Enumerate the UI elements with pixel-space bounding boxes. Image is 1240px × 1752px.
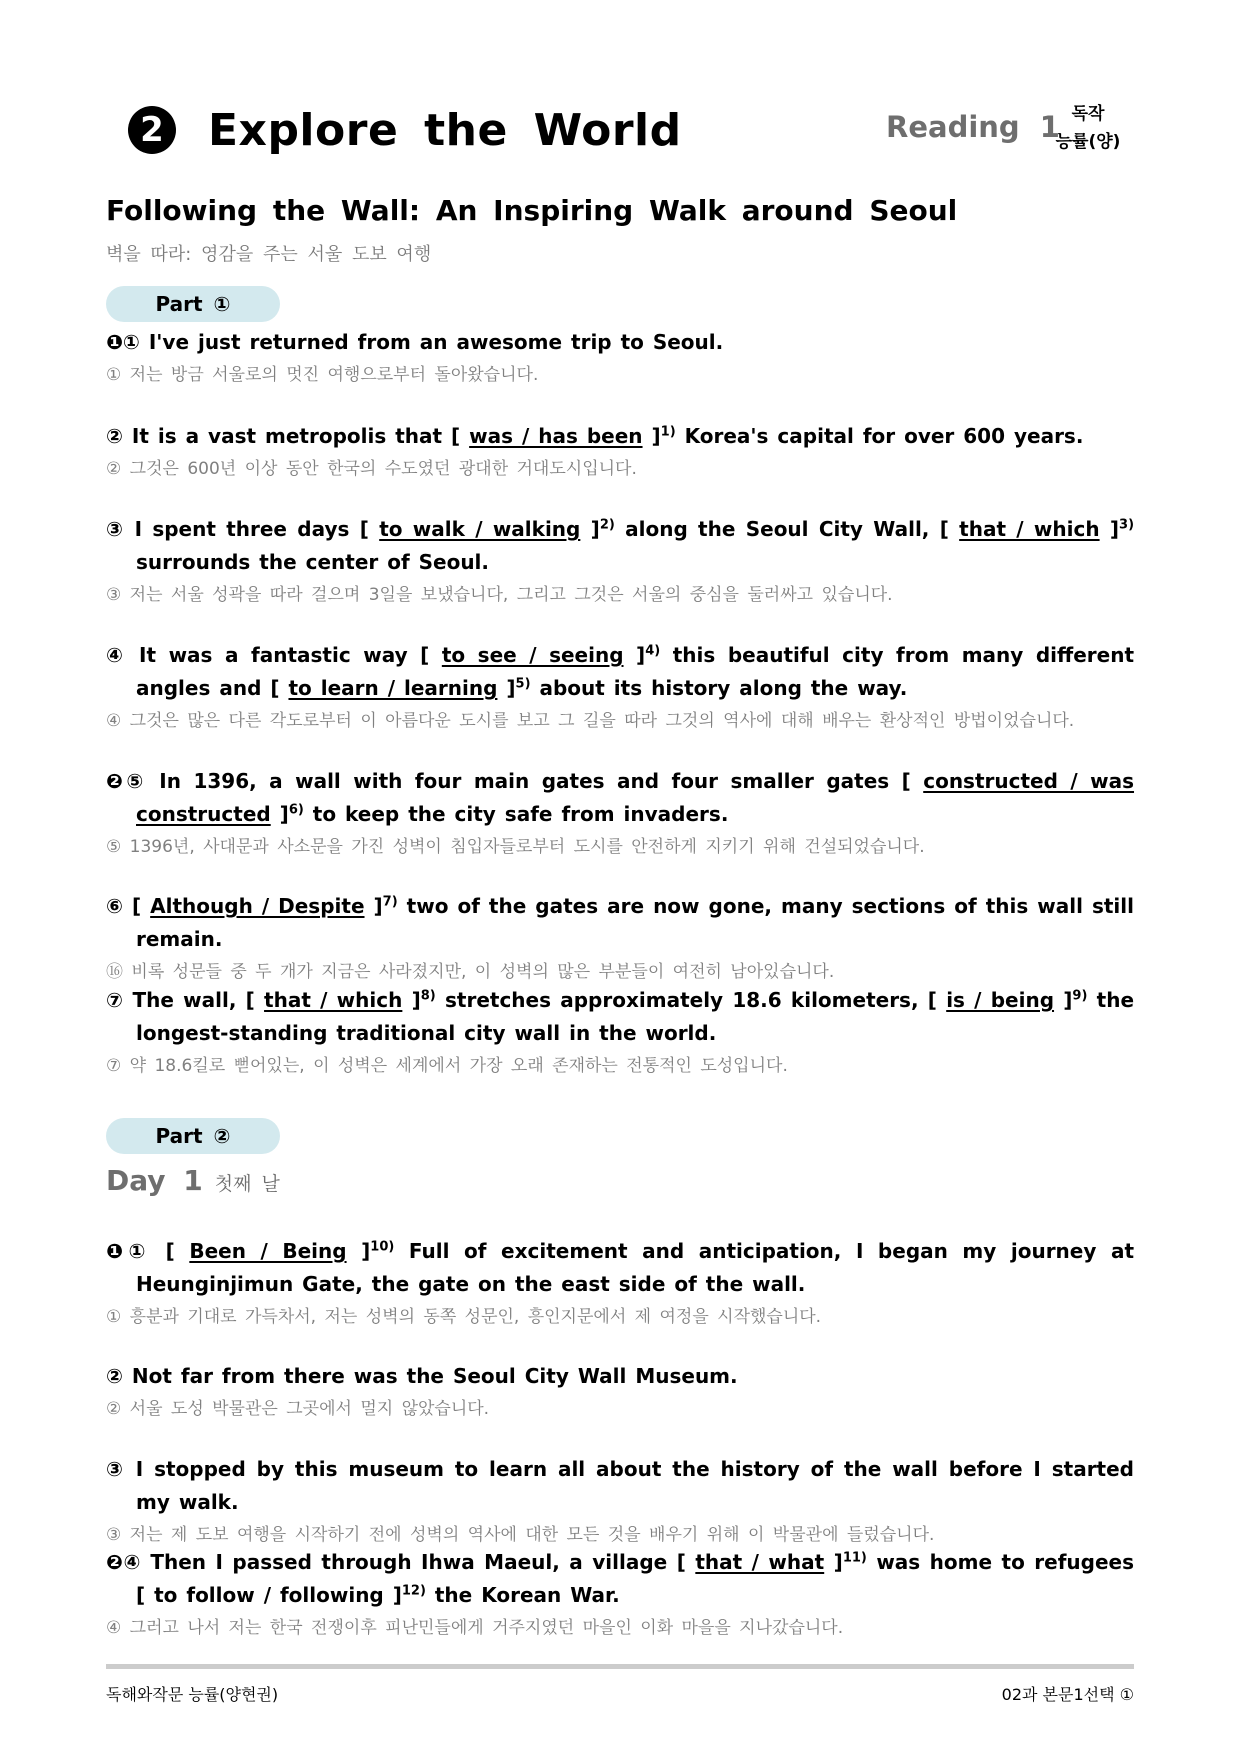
sentence-text: Korea's capital for over 600 years. — [675, 424, 1084, 448]
sentence-text: ] — [402, 988, 421, 1012]
sentence-block — [106, 1546, 1134, 1642]
sentence-marker: ❷④ — [106, 1550, 141, 1574]
sentence-text: ] — [364, 894, 383, 918]
korean-translation: ④ 그것은 많은 다른 각도로부터 이 아름다운 도시를 보고 그 길을 따라 그것의 역사에 대해 배우는 환상적인 방법이었습니다. — [106, 711, 1075, 731]
sentence-text: the longest-standing traditional city wall in the world. — [136, 988, 1135, 1045]
question-number: 11) — [842, 1550, 867, 1566]
sentence-text: two of the gates are now gone, many sections of this wall still remain. — [136, 894, 1134, 951]
sentence-block — [106, 513, 1134, 609]
question-number: 12) — [401, 1583, 426, 1599]
lesson-title: Explore the World — [208, 104, 682, 156]
story-subtitle: 벽을 따라: 영감을 주는 서울 도보 여행 — [106, 244, 432, 265]
english-sentence — [106, 1453, 1134, 1519]
day-label: Day 1 — [106, 1164, 203, 1197]
korean-translation: ⑤ 1396년, 사대문과 사소문을 가진 성벽이 침입자들로부터 도시를 안전하게 지키기 위해 건설되었습니다. — [106, 837, 925, 857]
english-sentence — [106, 1546, 1134, 1612]
sentence-text: Not far from there was the Seoul City Wall Museum. — [122, 1364, 738, 1388]
sentence-text: the Korean War. — [425, 1583, 620, 1607]
sentence-text: surrounds the center of Seoul. — [136, 550, 490, 574]
sentence-text: Full of excitement and anticipation, I began my journey at Heunginjimun Gate, the gate on the east side of the wall. — [136, 1239, 1135, 1296]
day-sublabel: 첫째 날 — [214, 1173, 280, 1195]
sentence-block — [106, 1235, 1134, 1331]
sentence-block — [106, 639, 1134, 735]
sentence-block — [106, 420, 1134, 483]
answer-choice: Although / Despite — [150, 894, 365, 918]
answer-choice: to learn / learning — [288, 676, 498, 700]
sentence-text: In 1396, a wall with four main gates and four smaller gates [ — [146, 769, 924, 793]
korean-translation: ⑦ 약 18.6킬로 뻗어있는, 이 성벽은 세계에서 가장 오래 존재하는 전통적인 도성입니다. — [106, 1056, 788, 1076]
footer-section-label: 02과 본문1선택 ① — [1001, 1685, 1134, 1704]
part-2-label: Part ② — [106, 1118, 280, 1154]
answer-choice: that / which — [264, 988, 403, 1012]
footer-book-title: 독해와작문 능률(양현권) — [106, 1685, 279, 1704]
sentence-marker: ⑦ — [106, 988, 124, 1012]
answer-choice: that / which — [959, 517, 1100, 541]
korean-translation: ① 저는 방금 서울로의 멋진 여행으로부터 돌아왔습니다. — [106, 365, 539, 385]
english-sentence — [106, 639, 1134, 705]
question-number: 7) — [382, 894, 398, 910]
sentence-marker: ② — [106, 424, 123, 448]
sentence-block — [106, 765, 1134, 861]
answer-choice: constructed / was constructed — [136, 769, 1135, 826]
sentence-text: It was a fantastic way [ — [126, 643, 442, 667]
level-label-line1: 독작 — [1071, 104, 1105, 124]
english-sentence — [106, 984, 1134, 1050]
sentence-text: ] — [497, 676, 516, 700]
english-sentence — [106, 420, 1134, 453]
question-number: 6) — [288, 802, 304, 818]
sentence-block — [106, 1453, 1134, 1549]
sentence-block — [106, 984, 1134, 1080]
question-number: 10) — [370, 1239, 395, 1255]
answer-choice: is / being — [946, 988, 1055, 1012]
sentence-marker: ③ — [106, 1457, 125, 1481]
sentence-text: [ — [151, 1239, 190, 1263]
sentence-text: I spent three days [ — [124, 517, 380, 541]
question-number: 5) — [515, 676, 531, 692]
sentence-text: [ — [122, 894, 151, 918]
question-number: 1) — [660, 424, 676, 440]
lesson-number-badge: 2 — [128, 106, 176, 154]
sentence-text: ] — [1099, 517, 1120, 541]
sentence-text: ] — [270, 802, 289, 826]
sentence-block — [106, 890, 1134, 986]
english-sentence — [106, 765, 1134, 831]
sentence-text: ] — [346, 1239, 371, 1263]
sentence-text: ] — [1054, 988, 1073, 1012]
sentence-marker: ❶① — [106, 330, 140, 354]
day-heading — [106, 1164, 280, 1197]
reading-label: Reading 1 — [886, 110, 1060, 144]
question-number: 4) — [645, 643, 661, 659]
english-sentence — [106, 890, 1134, 956]
korean-translation: ② 그것은 600년 이상 동안 한국의 수도였던 광대한 거대도시입니다. — [106, 459, 637, 479]
sentence-marker: ⑥ — [106, 894, 123, 918]
sentence-block — [106, 1360, 1134, 1423]
sentence-marker: ❶① — [106, 1239, 152, 1263]
korean-translation: ③ 저는 서울 성곽을 따라 걸으며 3일을 보냈습니다, 그리고 그것은 서울의 중심을 둘러싸고 있습니다. — [106, 585, 893, 605]
question-number: 2) — [599, 517, 615, 533]
korean-translation: ① 흥분과 기대로 가득차서, 저는 성벽의 동쪽 성문인, 흥인지문에서 제 여정을 시작했습니다. — [106, 1307, 822, 1327]
sentence-text: ] — [642, 424, 661, 448]
story-title: Following the Wall: An Inspiring Walk around Seoul — [106, 194, 958, 227]
answer-choice: to see / seeing — [441, 643, 624, 667]
english-sentence — [106, 326, 1134, 359]
sentence-block — [106, 326, 1134, 389]
sentence-marker: ❷⑤ — [106, 769, 147, 793]
korean-translation: ② 서울 도성 박물관은 그곳에서 멀지 않았습니다. — [106, 1399, 490, 1419]
sentence-text: The wall, [ — [123, 988, 265, 1012]
sentence-text: ] — [580, 517, 600, 541]
level-label — [1048, 100, 1128, 156]
sentence-text: to keep the city safe from invaders. — [303, 802, 729, 826]
answer-choice: that / what — [695, 1550, 825, 1574]
question-number: 8) — [420, 988, 436, 1004]
sentence-text: ] — [623, 643, 646, 667]
sentence-text: ] — [824, 1550, 843, 1574]
english-sentence — [106, 1235, 1134, 1301]
korean-translation: ④ 그러고 나서 저는 한국 전쟁이후 피난민들에게 거주지였던 마을인 이화 마을을 지나갔습니다. — [106, 1618, 844, 1638]
korean-translation: ⑯ 비록 성문들 중 두 개가 지금은 사라졌지만, 이 성벽의 많은 부분들이 여전히 남아있습니다. — [106, 962, 835, 982]
sentence-text: along the Seoul City Wall, [ — [614, 517, 960, 541]
question-number: 9) — [1072, 988, 1088, 1004]
sentence-text: stretches approximately 18.6 kilometers, [ — [435, 988, 947, 1012]
part-1-label: Part ① — [106, 286, 280, 322]
answer-choice: was / has been — [469, 424, 643, 448]
sentence-text: this beautiful city from many different angles and [ — [136, 643, 1135, 700]
sentence-text: was home to refugees [ to follow / following ] — [136, 1550, 1135, 1607]
answer-choice: Been / Being — [189, 1239, 347, 1263]
lesson-header — [128, 100, 682, 160]
sentence-marker: ④ — [106, 643, 127, 667]
sentence-text: I've just returned from an awesome trip to Seoul. — [139, 330, 724, 354]
sentence-marker: ③ — [106, 517, 125, 541]
sentence-marker: ② — [106, 1364, 123, 1388]
sentence-text: I stopped by this museum to learn all about the history of the wall before I started my walk. — [124, 1457, 1134, 1514]
sentence-text: about its history along the way. — [530, 676, 908, 700]
english-sentence — [106, 1360, 1134, 1393]
english-sentence — [106, 513, 1134, 579]
question-number: 3) — [1119, 517, 1135, 533]
sentence-text: Then I passed through Ihwa Maeul, a village [ — [140, 1550, 696, 1574]
footer-divider — [106, 1664, 1134, 1669]
sentence-text: It is a vast metropolis that [ — [122, 424, 470, 448]
answer-choice: to walk / walking — [379, 517, 581, 541]
level-label-line2: 능률(양) — [1055, 132, 1121, 152]
korean-translation: ③ 저는 제 도보 여행을 시작하기 전에 성벽의 역사에 대한 모든 것을 배우기 위해 이 박물관에 들렀습니다. — [106, 1525, 935, 1545]
